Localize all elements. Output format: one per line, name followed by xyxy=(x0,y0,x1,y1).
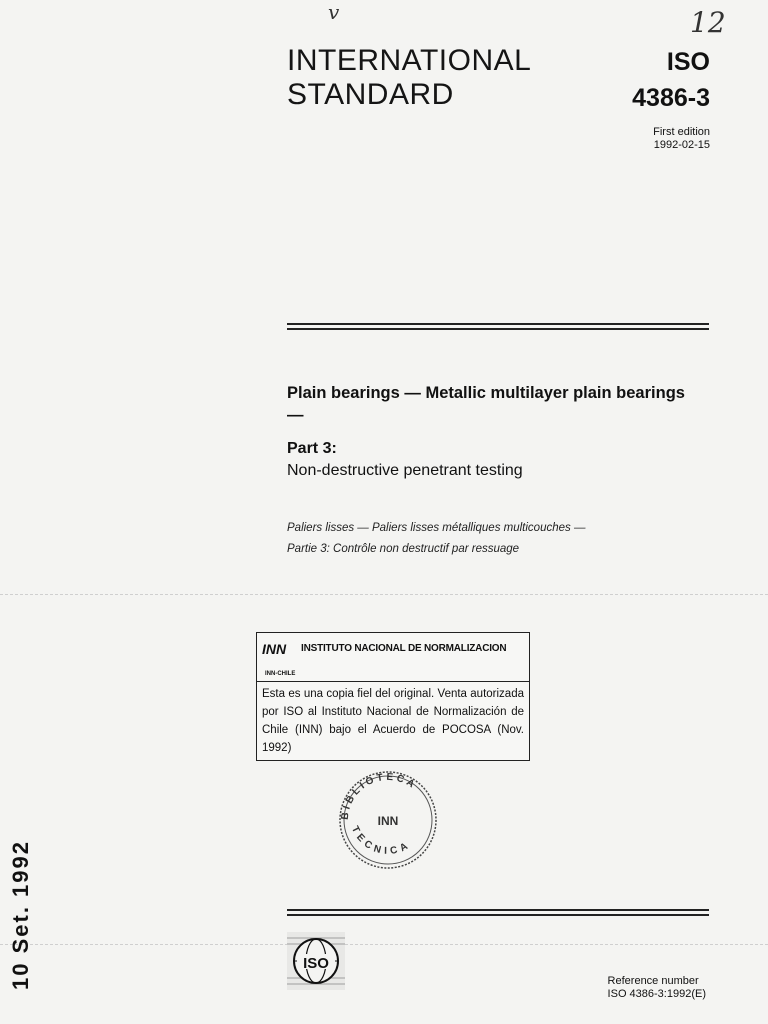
french-subtitle: Partie 3: Contrôle non destructif par ressuage xyxy=(287,543,520,555)
iso-logo-text: ISO xyxy=(303,955,329,972)
institute-abbrev: INN-CHILE xyxy=(265,671,296,677)
bottom-divider xyxy=(287,909,709,916)
seal-text-top: BIBLIOTECA xyxy=(339,771,419,821)
reference-label: Reference number xyxy=(607,975,699,987)
institute-name: INSTITUTO NACIONAL DE NORMALIZACION xyxy=(301,643,507,654)
handwritten-mark: v xyxy=(328,0,340,24)
received-date-stamp: 10 Set. 1992 xyxy=(8,840,33,990)
scan-artifact-line xyxy=(0,944,768,945)
seal-center: INN xyxy=(377,814,399,828)
standard-type xyxy=(287,44,531,112)
handwritten-page-number: 12 xyxy=(690,6,726,39)
inn-copy-stamp xyxy=(256,632,530,761)
stamp-text: Esta es una copia fiel del original. Venta autorizada por ISO al Instituto Nacional de Normalización de Chile (INN) bajo el Acuerdo de POCOSA (Nov. 1992) xyxy=(262,688,524,754)
top-divider xyxy=(287,323,709,330)
reference-number xyxy=(608,975,706,1001)
french-title: Paliers lisses — Paliers lisses métalliques multicouches — xyxy=(287,522,586,534)
iso-logo xyxy=(287,932,345,990)
part-label: Part 3: xyxy=(287,440,337,457)
edition-label: First edition xyxy=(653,126,710,138)
edition-info xyxy=(653,126,710,152)
stamp-divider xyxy=(257,681,529,682)
library-seal xyxy=(330,768,446,872)
part-subtitle: Non-destructive penetrant testing xyxy=(287,462,523,479)
standard-type-line2: STANDARD xyxy=(287,78,454,111)
reference-value: ISO 4386-3:1992(E) xyxy=(607,988,706,1000)
scan-artifact-line xyxy=(0,594,768,595)
standard-type-line1: INTERNATIONAL xyxy=(287,44,532,77)
edition-date: 1992-02-15 xyxy=(653,139,710,151)
iso-label: ISO xyxy=(666,48,710,76)
seal-text-bottom: TECNICA xyxy=(348,824,414,858)
iso-number-block xyxy=(632,44,710,116)
document-title: Plain bearings — Metallic multilayer plain bearings — xyxy=(287,384,685,424)
iso-number: 4386-3 xyxy=(632,84,710,112)
inn-logo: INN xyxy=(262,641,287,657)
